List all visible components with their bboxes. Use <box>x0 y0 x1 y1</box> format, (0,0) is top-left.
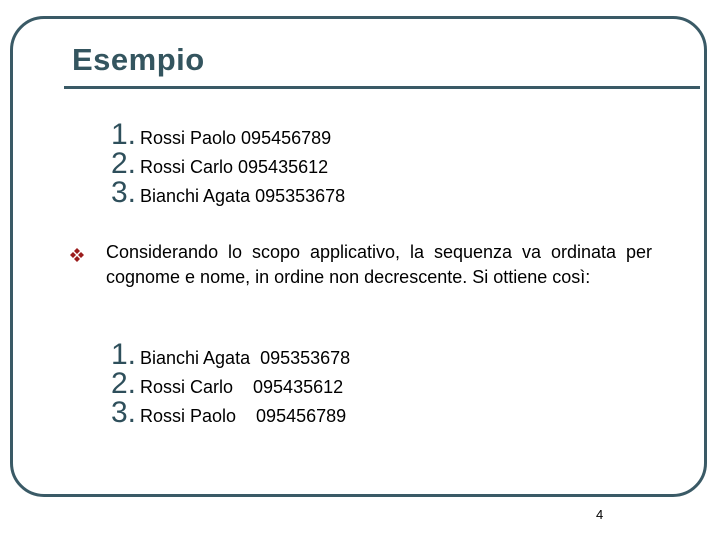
list-number: 1. <box>110 118 136 151</box>
list-number: 3. <box>110 396 136 429</box>
explanation-paragraph: Considerando lo scopo applicativo, la sequenza va ordinata per cognome e nome, in ordine non decrescente. Si ottiene così: <box>106 242 652 287</box>
list-number: 2. <box>110 367 136 400</box>
list-item-text: Rossi Carlo 095435612 <box>140 377 344 397</box>
list-item <box>100 369 350 398</box>
list-number: 1. <box>110 338 136 371</box>
slide-title: Esempio <box>72 42 205 77</box>
list-number: 2. <box>110 147 136 180</box>
diamond-bullet-icon <box>69 247 85 263</box>
sorted-list <box>100 340 350 427</box>
list-item <box>100 149 345 178</box>
list-item-text: Rossi Carlo 095435612 <box>140 157 329 177</box>
unsorted-list <box>100 120 345 207</box>
title-underline <box>64 86 700 89</box>
page-number: 4 <box>596 507 604 522</box>
list-item-text: Bianchi Agata 095353678 <box>140 186 346 206</box>
list-item-text: Rossi Paolo 095456789 <box>140 406 347 426</box>
list-item <box>100 398 350 427</box>
list-item <box>100 178 345 207</box>
list-item <box>100 340 350 369</box>
list-number: 3. <box>110 176 136 209</box>
list-item <box>100 120 345 149</box>
list-item-text: Bianchi Agata 095353678 <box>140 348 351 368</box>
list-item-text: Rossi Paolo 095456789 <box>140 128 332 148</box>
